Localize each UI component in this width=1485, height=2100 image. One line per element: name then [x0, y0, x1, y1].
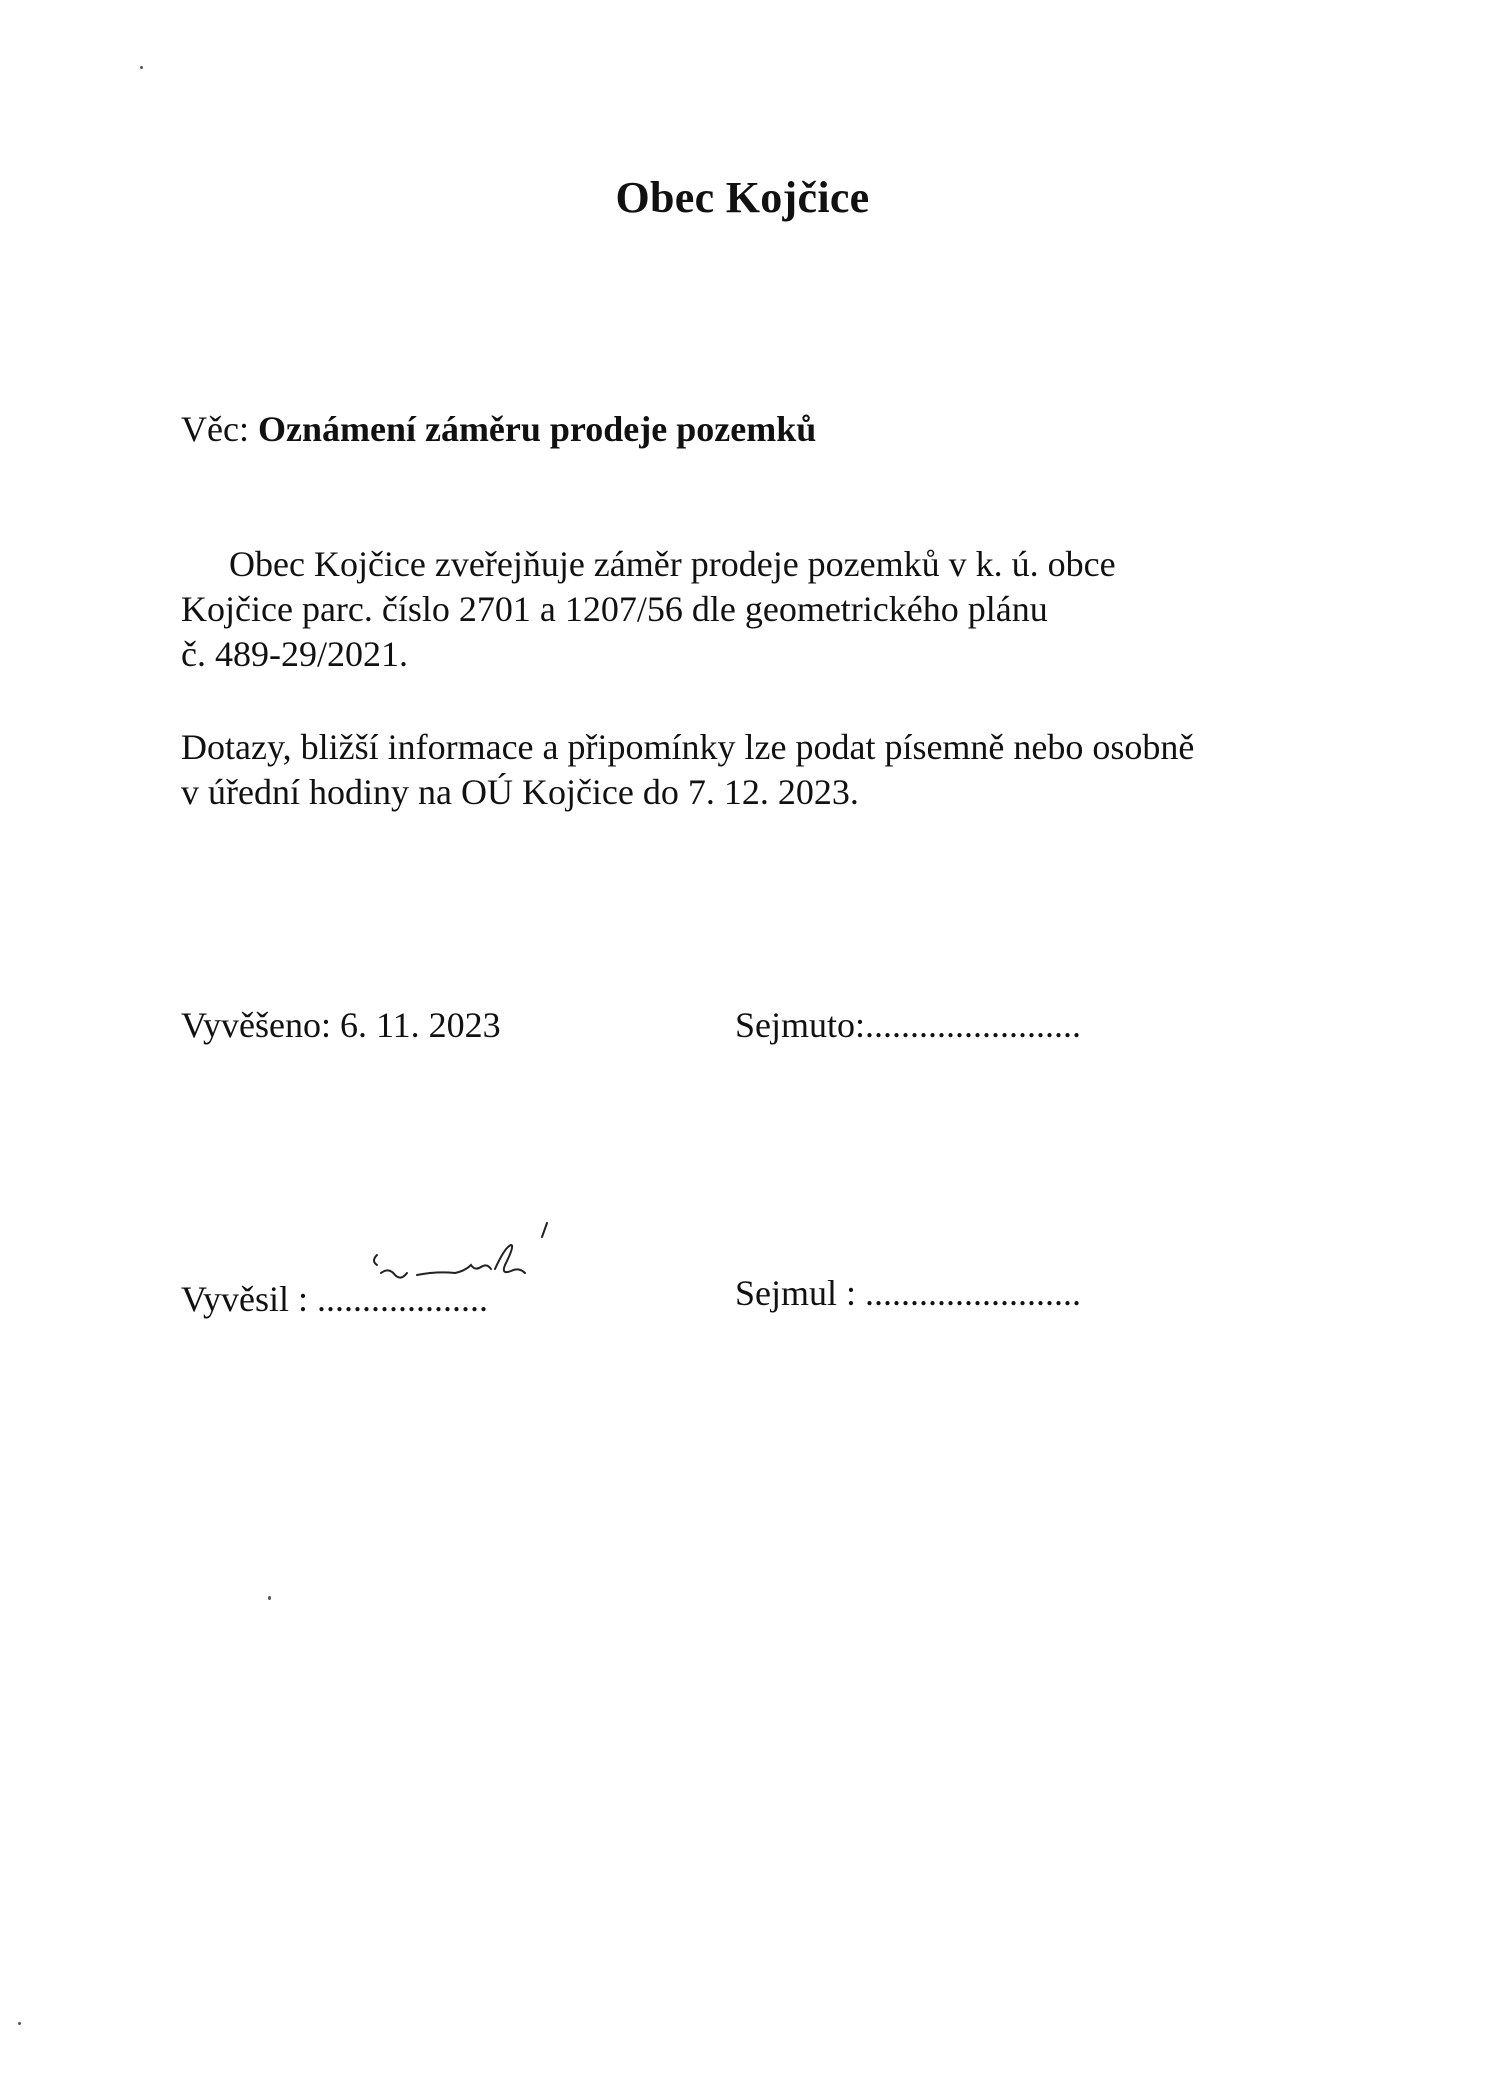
announcement-paragraph [181, 542, 1301, 677]
paragraph-line: Obec Kojčice zveřejňuje záměr prodeje pozemků v k. ú. obce [229, 544, 1116, 584]
paragraph-line: č. 489-29/2021. [181, 634, 408, 674]
inquiry-paragraph [181, 725, 1331, 815]
scan-speck [18, 2022, 21, 2025]
posted-date: Vyvěšeno: 6. 11. 2023 [181, 1005, 501, 1045]
paragraph-line: v úřední hodiny na OÚ Kojčice do 7. 12. 2023. [181, 772, 859, 812]
subject-label: Věc: [181, 409, 258, 449]
subject-line [181, 408, 816, 450]
scan-speck [268, 1596, 271, 1600]
paragraph-line: Kojčice parc. číslo 2701 a 1207/56 dle geometrického plánu [181, 589, 1048, 629]
posted-by: Vyvěsil : ................... [181, 1279, 489, 1319]
removed-by: Sejmul : ........................ [735, 1273, 1082, 1313]
subject-text: Oznámení záměru prodeje pozemků [257, 409, 817, 449]
scan-speck [140, 66, 143, 69]
page-title: Obec Kojčice [615, 173, 870, 222]
removed-date: Sejmuto:........................ [735, 1005, 1082, 1045]
paragraph-line: Dotazy, bližší informace a připomínky lze podat písemně nebo osobně [181, 727, 1195, 767]
handwritten-signature [355, 1215, 565, 1305]
